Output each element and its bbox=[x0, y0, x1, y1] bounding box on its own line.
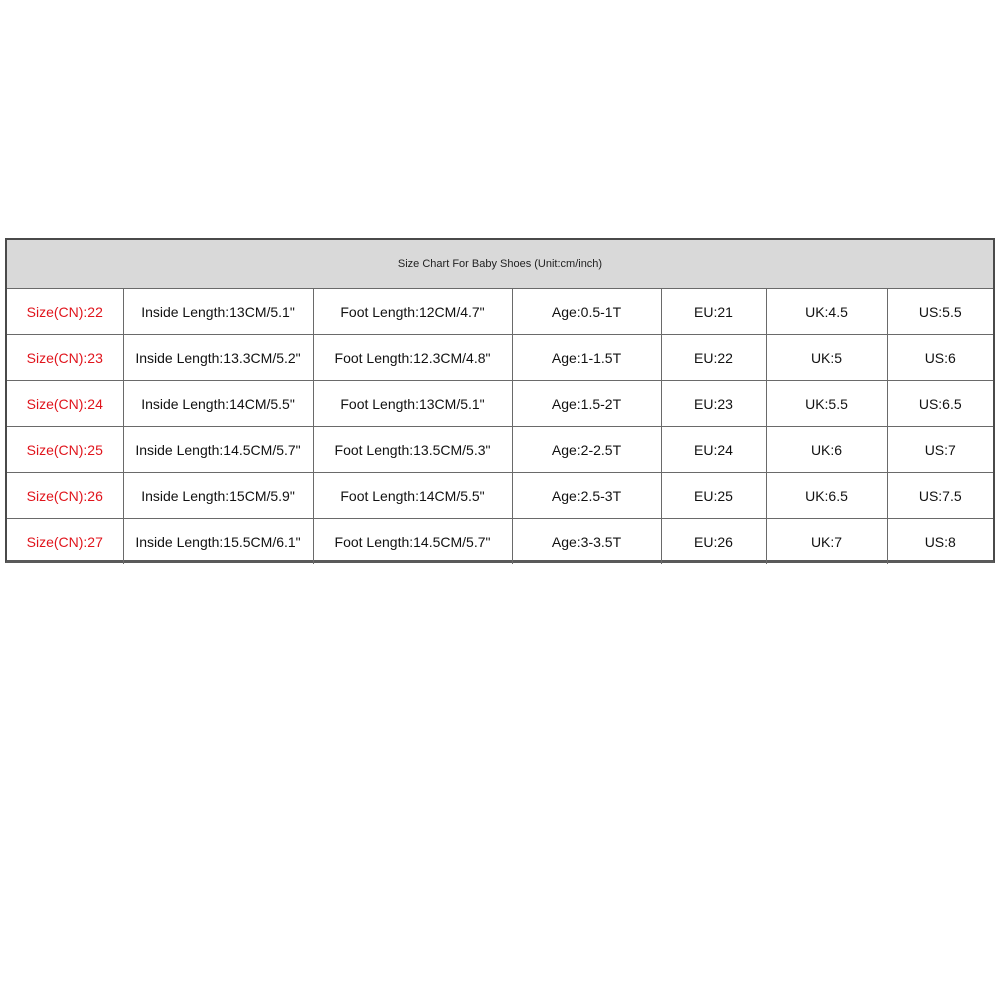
uk-size-cell: UK:5 bbox=[766, 335, 887, 381]
inside-length-cell: Inside Length:14.5CM/5.7" bbox=[123, 427, 313, 473]
eu-size-cell: EU:21 bbox=[661, 289, 766, 335]
size-cn-cell: Size(CN):25 bbox=[7, 427, 123, 473]
uk-size-cell: UK:7 bbox=[766, 519, 887, 565]
uk-size-cell: UK:6.5 bbox=[766, 473, 887, 519]
size-cn-cell: Size(CN):23 bbox=[7, 335, 123, 381]
foot-length-cell: Foot Length:13CM/5.1" bbox=[313, 381, 512, 427]
eu-size-cell: EU:22 bbox=[661, 335, 766, 381]
size-cn-cell: Size(CN):22 bbox=[7, 289, 123, 335]
foot-length-cell: Foot Length:14.5CM/5.7" bbox=[313, 519, 512, 565]
uk-size-cell: UK:5.5 bbox=[766, 381, 887, 427]
size-cn-cell: Size(CN):26 bbox=[7, 473, 123, 519]
table-row bbox=[7, 335, 993, 381]
foot-length-cell: Foot Length:12.3CM/4.8" bbox=[313, 335, 512, 381]
us-size-cell: US:7 bbox=[887, 427, 993, 473]
size-chart-title: Size Chart For Baby Shoes (Unit:cm/inch) bbox=[7, 240, 993, 289]
eu-size-cell: EU:23 bbox=[661, 381, 766, 427]
foot-length-cell: Foot Length:13.5CM/5.3" bbox=[313, 427, 512, 473]
age-cell: Age:1-1.5T bbox=[512, 335, 661, 381]
table-row bbox=[7, 427, 993, 473]
uk-size-cell: UK:6 bbox=[766, 427, 887, 473]
age-cell: Age:2.5-3T bbox=[512, 473, 661, 519]
size-chart-table bbox=[7, 240, 993, 564]
us-size-cell: US:7.5 bbox=[887, 473, 993, 519]
age-cell: Age:0.5-1T bbox=[512, 289, 661, 335]
table-row bbox=[7, 381, 993, 427]
us-size-cell: US:5.5 bbox=[887, 289, 993, 335]
age-cell: Age:2-2.5T bbox=[512, 427, 661, 473]
eu-size-cell: EU:26 bbox=[661, 519, 766, 565]
size-cn-cell: Size(CN):24 bbox=[7, 381, 123, 427]
age-cell: Age:1.5-2T bbox=[512, 381, 661, 427]
us-size-cell: US:6.5 bbox=[887, 381, 993, 427]
age-cell: Age:3-3.5T bbox=[512, 519, 661, 565]
us-size-cell: US:6 bbox=[887, 335, 993, 381]
inside-length-cell: Inside Length:13.3CM/5.2" bbox=[123, 335, 313, 381]
uk-size-cell: UK:4.5 bbox=[766, 289, 887, 335]
eu-size-cell: EU:24 bbox=[661, 427, 766, 473]
table-row bbox=[7, 289, 993, 335]
foot-length-cell: Foot Length:12CM/4.7" bbox=[313, 289, 512, 335]
inside-length-cell: Inside Length:15.5CM/6.1" bbox=[123, 519, 313, 565]
eu-size-cell: EU:25 bbox=[661, 473, 766, 519]
size-chart-title-row bbox=[7, 240, 993, 289]
table-row bbox=[7, 519, 993, 565]
inside-length-cell: Inside Length:14CM/5.5" bbox=[123, 381, 313, 427]
us-size-cell: US:8 bbox=[924, 533, 956, 550]
size-cn-cell: Size(CN):27 bbox=[7, 519, 123, 565]
table-row bbox=[7, 473, 993, 519]
inside-length-cell: Inside Length:13CM/5.1" bbox=[123, 289, 313, 335]
size-chart bbox=[5, 238, 995, 563]
inside-length-cell: Inside Length:15CM/5.9" bbox=[123, 473, 313, 519]
foot-length-cell: Foot Length:14CM/5.5" bbox=[313, 473, 512, 519]
